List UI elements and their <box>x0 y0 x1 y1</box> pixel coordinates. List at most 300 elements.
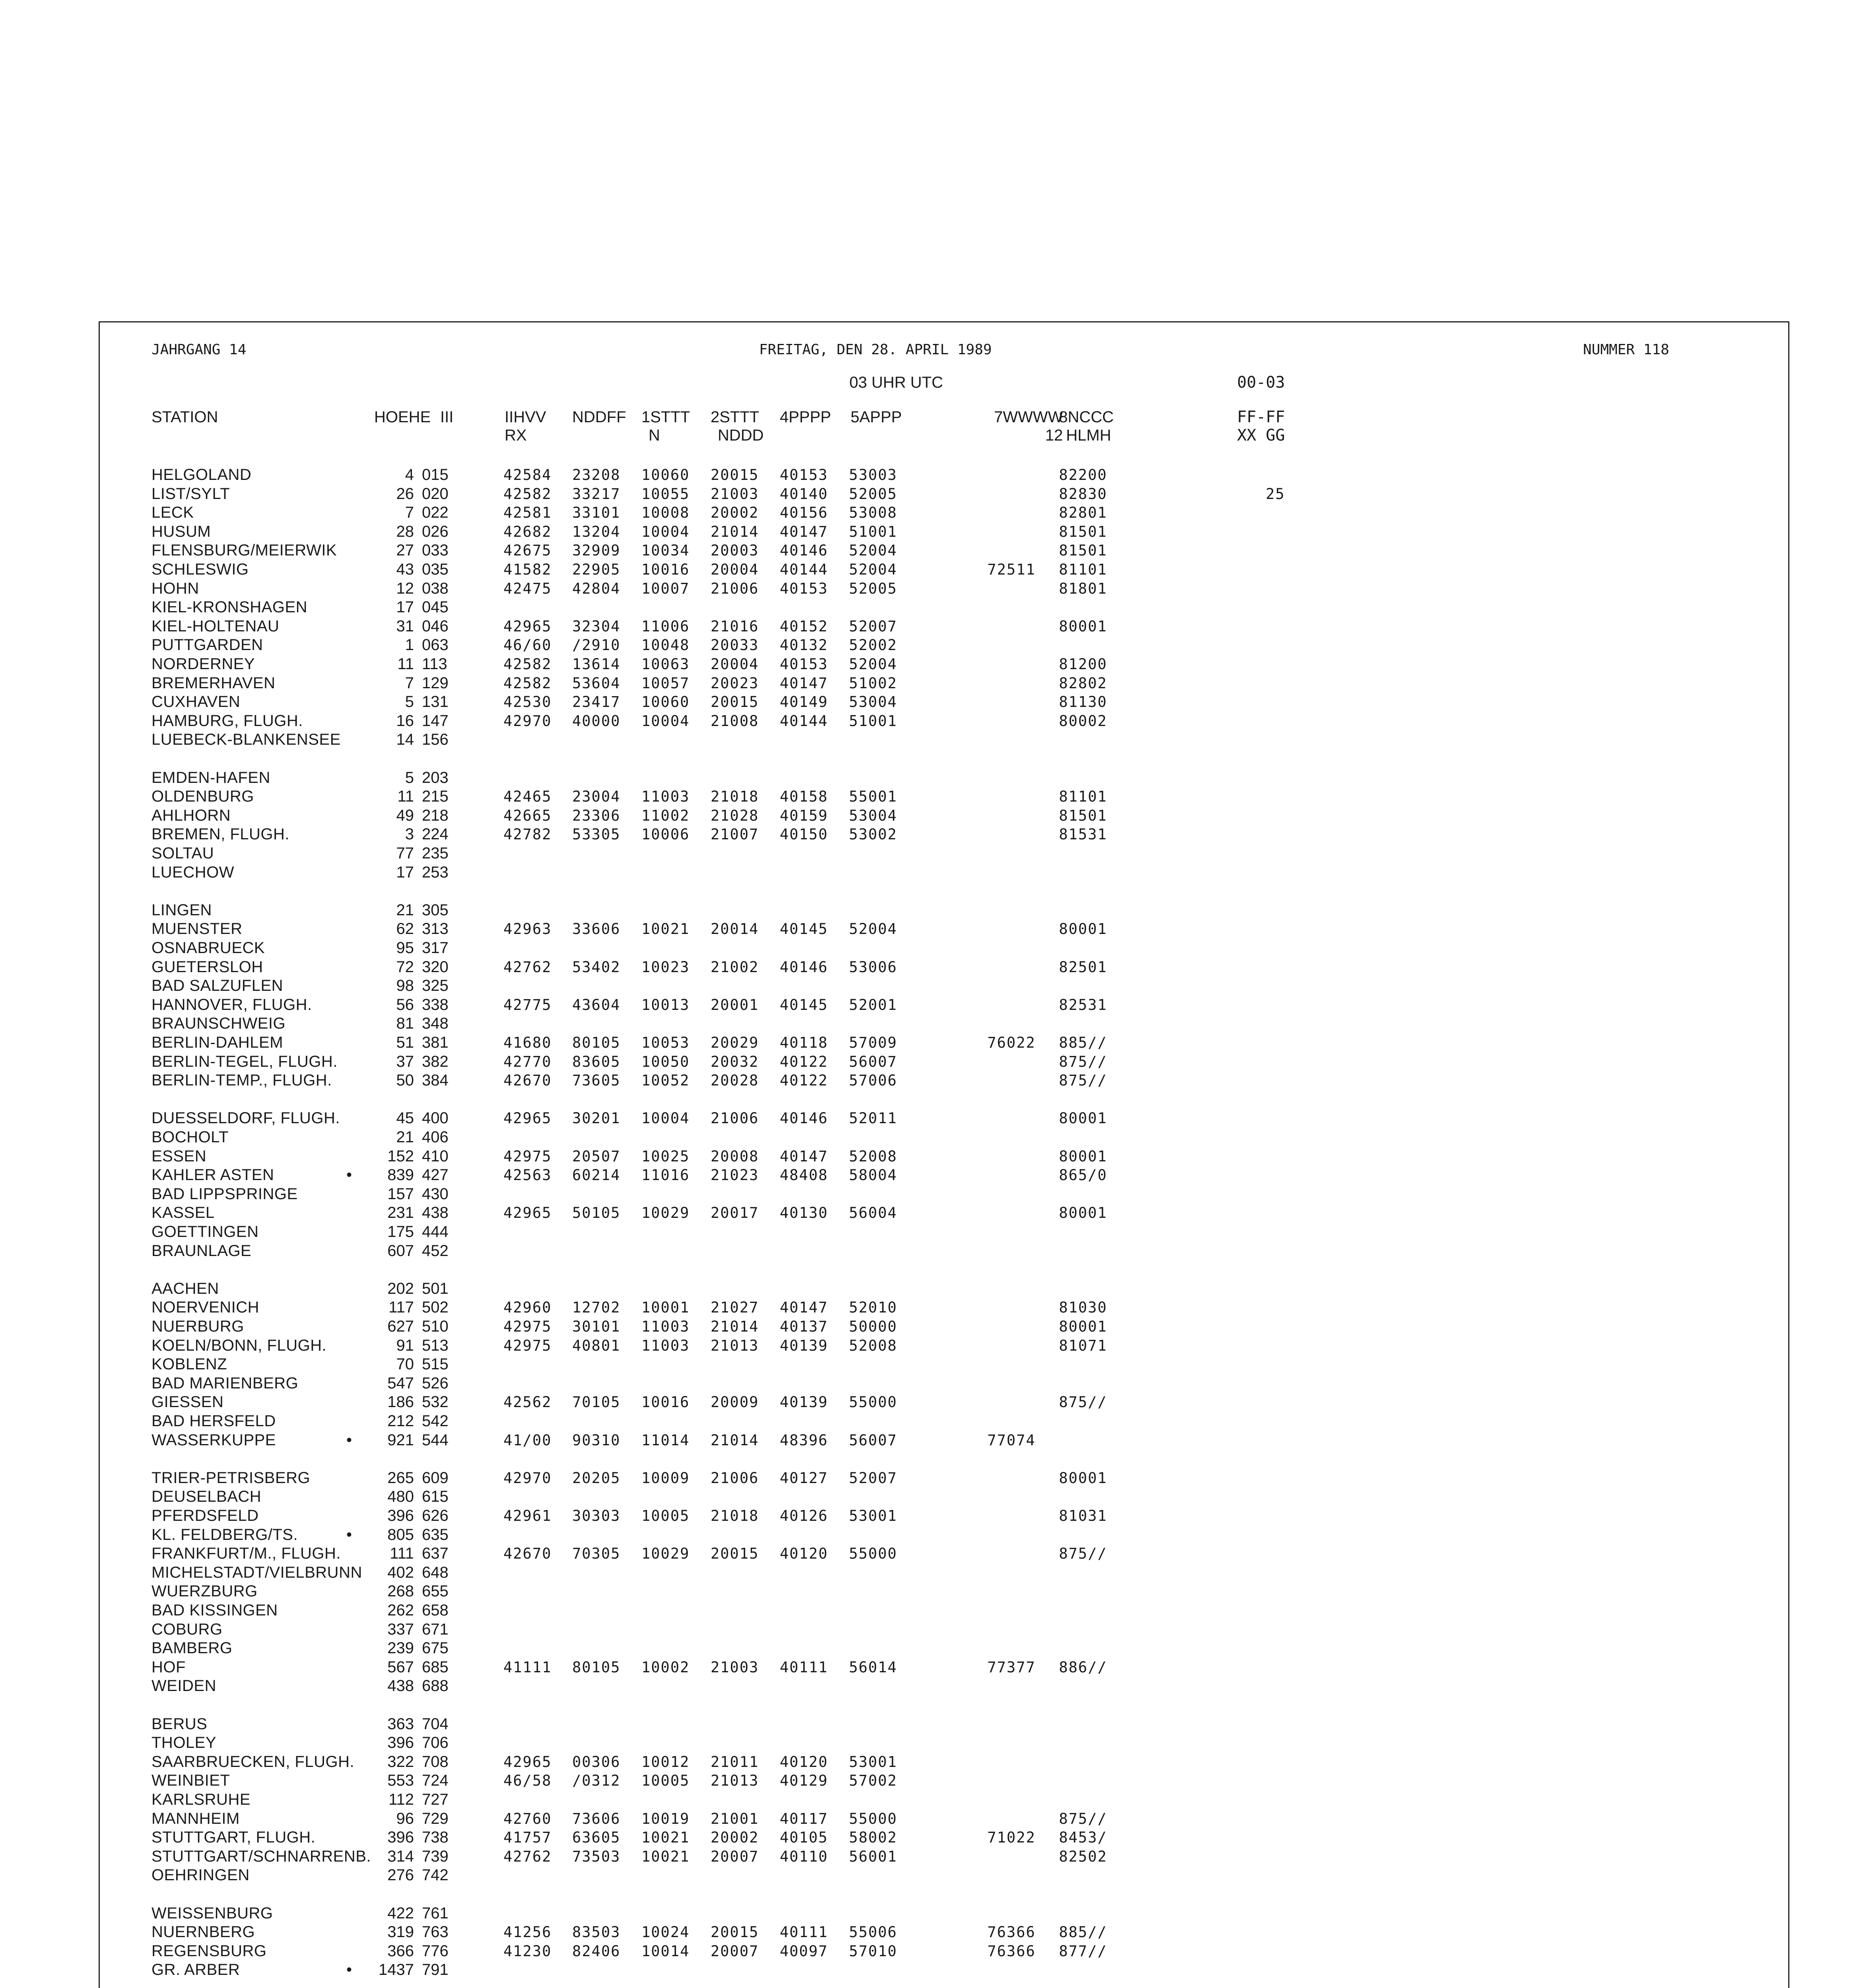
station-height: 268 <box>387 1582 414 1600</box>
value-nddff: 23306 <box>572 807 621 824</box>
value-4pppp: 40120 <box>780 1753 828 1771</box>
value-5appp: 52001 <box>849 996 897 1013</box>
station-height: 422 <box>387 1904 414 1922</box>
value-1sttt: 10060 <box>641 466 690 483</box>
value-iihvv: 41256 <box>503 1924 552 1941</box>
value-1sttt: 11003 <box>641 788 690 806</box>
table-row <box>100 1734 1788 1753</box>
station-name: WUERZBURG <box>152 1582 258 1600</box>
station-name: LIST/SYLT <box>152 485 230 503</box>
value-2sttt: 20015 <box>711 693 759 711</box>
station-name: SAARBRUECKEN, FLUGH. <box>152 1753 355 1771</box>
station-name: BAD KISSINGEN <box>152 1602 278 1619</box>
station-name: OLDENBURG <box>152 788 254 806</box>
value-iihvv: 42584 <box>503 466 552 483</box>
station-index: 156 <box>422 731 449 749</box>
table-row <box>100 1790 1788 1809</box>
value-4pppp: 40144 <box>780 561 828 578</box>
station-index: 384 <box>422 1072 449 1089</box>
station-name: BREMERHAVEN <box>152 674 276 692</box>
station-height: 567 <box>387 1658 414 1676</box>
station-index: 253 <box>422 863 449 881</box>
value-8nccc: 80001 <box>1059 617 1107 635</box>
value-1sttt: 10050 <box>641 1053 690 1070</box>
station-height: 14 <box>396 731 414 749</box>
value-5appp: 51001 <box>849 712 897 730</box>
station-height: 152 <box>387 1147 414 1165</box>
value-nddff: 82406 <box>572 1942 621 1960</box>
table-row <box>100 920 1788 939</box>
mountain-station-marker: • <box>346 1961 352 1979</box>
station-height: 26 <box>396 485 414 503</box>
table-row <box>100 1109 1788 1128</box>
value-1sttt: 10012 <box>641 1753 690 1771</box>
value-4pppp: 40122 <box>780 1053 828 1070</box>
value-8nccc: 80001 <box>1059 1318 1107 1335</box>
station-name: KIEL-KRONSHAGEN <box>152 598 308 616</box>
value-iihvv: 46/58 <box>503 1772 552 1790</box>
value-8nccc: 865/0 <box>1059 1167 1107 1184</box>
value-4pppp: 40147 <box>780 523 828 540</box>
station-height: 12 <box>396 579 414 597</box>
station-index: 430 <box>422 1185 449 1203</box>
station-index: 526 <box>422 1374 449 1392</box>
value-1sttt: 10016 <box>641 561 690 578</box>
station-height: 175 <box>387 1223 414 1241</box>
station-name: OSNABRUECK <box>152 939 265 957</box>
value-4pppp: 40111 <box>780 1658 828 1676</box>
value-iihvv: 42963 <box>503 920 552 938</box>
table-row <box>100 1961 1788 1980</box>
table-row <box>100 1298 1788 1317</box>
station-height: 31 <box>396 617 414 635</box>
value-5appp: 52007 <box>849 617 897 635</box>
station-height: 21 <box>396 901 414 919</box>
value-1sttt: 10021 <box>641 920 690 938</box>
value-iihvv: 42475 <box>503 580 552 597</box>
value-5appp: 55001 <box>849 788 897 806</box>
station-name: KOELN/BONN, FLUGH. <box>152 1336 327 1354</box>
value-2sttt: 21001 <box>711 1810 759 1827</box>
value-8nccc: 886// <box>1059 1658 1107 1676</box>
time-range: 00-03 <box>1237 373 1285 392</box>
station-name: BAD HERSFELD <box>152 1412 276 1430</box>
value-nddff: 73606 <box>572 1810 621 1827</box>
value-4pppp: 48408 <box>780 1167 828 1184</box>
value-nddff: 00306 <box>572 1753 621 1771</box>
station-index: 113 <box>422 655 447 673</box>
station-index: 739 <box>422 1847 449 1865</box>
value-2sttt: 21013 <box>711 1772 759 1790</box>
value-4pppp: 40147 <box>780 1299 828 1316</box>
value-8nccc: 80001 <box>1059 920 1107 938</box>
table-row <box>100 617 1788 636</box>
station-index: 761 <box>422 1904 449 1922</box>
value-nddff: 32304 <box>572 617 621 635</box>
value-5appp: 52010 <box>849 1299 897 1316</box>
value-2sttt: 20028 <box>711 1072 759 1089</box>
value-1sttt: 10057 <box>641 674 690 692</box>
station-index: 510 <box>422 1318 449 1335</box>
station-height: 70 <box>396 1355 414 1373</box>
station-name: BRAUNLAGE <box>152 1242 252 1260</box>
table-row <box>100 1487 1788 1507</box>
table-row <box>100 825 1788 844</box>
table-row <box>100 1128 1788 1147</box>
value-4pppp: 40149 <box>780 693 828 711</box>
station-index: 515 <box>422 1355 449 1373</box>
station-index: 648 <box>422 1563 449 1581</box>
station-name: KOBLENZ <box>152 1355 227 1373</box>
station-height: 49 <box>396 806 414 824</box>
value-1sttt: 10008 <box>641 504 690 522</box>
station-height: 77 <box>396 845 414 862</box>
value-nddff: 53305 <box>572 826 621 843</box>
value-1sttt: 10048 <box>641 637 690 654</box>
value-nddff: 30201 <box>572 1110 621 1127</box>
value-2sttt: 20002 <box>711 504 759 522</box>
value-iihvv: 42770 <box>503 1053 552 1070</box>
table-row <box>100 901 1788 920</box>
value-8nccc: 81501 <box>1059 542 1107 559</box>
station-index: 224 <box>422 825 449 843</box>
value-8nccc: 81200 <box>1059 656 1107 673</box>
station-name: NUERBURG <box>152 1318 244 1335</box>
value-8nccc: 80001 <box>1059 1204 1107 1222</box>
mountain-station-marker: • <box>346 1431 352 1449</box>
station-height: 319 <box>387 1923 414 1941</box>
column-1sttt-sub: N <box>649 427 660 444</box>
value-1sttt: 10001 <box>641 1299 690 1316</box>
station-name: STUTTGART/SCHNARRENB. <box>152 1847 371 1865</box>
station-name: WEISSENBURG <box>152 1904 273 1922</box>
value-8nccc: 875// <box>1059 1053 1107 1070</box>
table-row <box>100 1639 1788 1658</box>
station-height: 402 <box>387 1563 414 1581</box>
station-name: ESSEN <box>152 1147 207 1165</box>
station-height: 480 <box>387 1488 414 1506</box>
value-5appp: 52004 <box>849 561 897 578</box>
station-name: HELGOLAND <box>152 466 252 483</box>
value-iihvv: 42682 <box>503 523 552 540</box>
station-index: 063 <box>422 636 449 654</box>
station-name: GUETERSLOH <box>152 958 263 976</box>
station-index: 675 <box>422 1639 449 1657</box>
table-row <box>100 1866 1788 1885</box>
value-iihvv: 42782 <box>503 826 552 843</box>
value-nddff: 13614 <box>572 656 621 673</box>
station-height: 322 <box>387 1753 414 1771</box>
station-index: 706 <box>422 1734 449 1752</box>
station-height: 21 <box>396 1128 414 1146</box>
value-nddff: 33217 <box>572 485 621 503</box>
station-index: 320 <box>422 958 449 976</box>
value-iihvv: 42975 <box>503 1147 552 1165</box>
observation-time: 03 UHR UTC <box>849 374 943 391</box>
value-iihvv: 42965 <box>503 617 552 635</box>
value-2sttt: 21003 <box>711 1658 759 1676</box>
station-index: 729 <box>422 1809 449 1827</box>
column-7wwww-sub: 12 <box>1045 427 1063 444</box>
table-row <box>100 693 1788 712</box>
station-height: 5 <box>405 693 414 711</box>
value-nddff: 40000 <box>572 712 621 730</box>
station-height: 186 <box>387 1393 414 1411</box>
station-height: 607 <box>387 1242 414 1260</box>
station-index: 235 <box>422 845 449 862</box>
station-height: 11 <box>397 655 414 673</box>
value-1sttt: 10025 <box>641 1147 690 1165</box>
table-row <box>100 1563 1788 1582</box>
value-5appp: 52011 <box>849 1110 897 1127</box>
value-nddff: 73605 <box>572 1072 621 1089</box>
station-name: BERLIN-TEMP., FLUGH. <box>152 1072 332 1089</box>
page-frame <box>99 321 1789 1988</box>
station-name: CUXHAVEN <box>152 693 241 711</box>
station-index: 046 <box>422 617 449 635</box>
station-height: 239 <box>387 1639 414 1657</box>
station-index: 502 <box>422 1299 449 1316</box>
station-index: 685 <box>422 1658 449 1676</box>
station-height: 265 <box>387 1469 414 1487</box>
column-nddff: NDDFF <box>572 408 626 426</box>
value-4pppp: 40147 <box>780 674 828 692</box>
value-5appp: 55000 <box>849 1394 897 1411</box>
value-5appp: 53002 <box>849 826 897 843</box>
value-4pppp: 40153 <box>780 580 828 597</box>
value-8nccc: 81030 <box>1059 1299 1107 1316</box>
station-index: 131 <box>422 693 449 711</box>
value-2sttt: 20017 <box>711 1204 759 1222</box>
value-2sttt: 21008 <box>711 712 759 730</box>
station-index: 655 <box>422 1582 449 1600</box>
value-7wwww: 76366 <box>987 1924 1036 1941</box>
value-nddff: 73503 <box>572 1848 621 1865</box>
station-name: MICHELSTADT/VIELBRUNN <box>152 1563 362 1581</box>
station-index: 147 <box>422 712 449 730</box>
station-height: 627 <box>387 1318 414 1335</box>
station-height: 1 <box>405 636 414 654</box>
station-name: TRIER-PETRISBERG <box>152 1469 311 1487</box>
station-index: 671 <box>422 1620 449 1638</box>
value-5appp: 55006 <box>849 1924 897 1941</box>
value-5appp: 57009 <box>849 1034 897 1051</box>
value-nddff: 53604 <box>572 674 621 692</box>
station-index: 704 <box>422 1715 449 1733</box>
value-1sttt: 11016 <box>641 1167 690 1184</box>
table-row <box>100 1014 1788 1033</box>
station-name: KARLSRUHE <box>152 1791 251 1808</box>
value-5appp: 52004 <box>849 542 897 559</box>
value-8nccc: 81130 <box>1059 693 1107 711</box>
station-height: 43 <box>396 561 414 578</box>
value-5appp: 52008 <box>849 1337 897 1354</box>
value-iihvv: 41680 <box>503 1034 552 1051</box>
station-name: KASSEL <box>152 1204 215 1222</box>
value-1sttt: 10004 <box>641 1110 690 1127</box>
value-5appp: 53004 <box>849 807 897 824</box>
station-name: BERLIN-DAHLEM <box>152 1034 284 1051</box>
station-height: 51 <box>396 1034 414 1051</box>
value-iihvv: 42670 <box>503 1072 552 1089</box>
value-5appp: 51001 <box>849 523 897 540</box>
station-name: KAHLER ASTEN <box>152 1166 274 1184</box>
value-nddff: 33101 <box>572 504 621 522</box>
value-5appp: 52005 <box>849 580 897 597</box>
value-iihvv: 42582 <box>503 485 552 503</box>
table-row <box>100 1847 1788 1866</box>
table-row <box>100 541 1788 560</box>
station-height: 5 <box>405 769 414 786</box>
value-nddff: 13204 <box>572 523 621 540</box>
value-nddff: /2910 <box>572 637 621 654</box>
value-4pppp: 40097 <box>780 1942 828 1960</box>
value-nddff: 90310 <box>572 1431 621 1449</box>
value-iihvv: 42582 <box>503 674 552 692</box>
value-5appp: 56004 <box>849 1204 897 1222</box>
value-8nccc: 82801 <box>1059 504 1107 522</box>
value-4pppp: 40146 <box>780 542 828 559</box>
table-row <box>100 1052 1788 1072</box>
value-5appp: 53003 <box>849 466 897 483</box>
table-row <box>100 1469 1788 1488</box>
value-4pppp: 40159 <box>780 807 828 824</box>
station-height: 112 <box>388 1791 414 1808</box>
station-index: 708 <box>422 1753 449 1771</box>
table-row <box>100 1942 1788 1961</box>
column-hoehe: HOEHE <box>374 408 431 426</box>
value-4pppp: 40139 <box>780 1337 828 1354</box>
column-8nccc-label: 8NCCC <box>1059 408 1114 426</box>
table-row <box>100 1355 1788 1374</box>
value-2sttt: 20015 <box>711 466 759 483</box>
station-name: STUTTGART, FLUGH. <box>152 1829 316 1846</box>
station-name: FLENSBURG/MEIERWIK <box>152 542 337 559</box>
value-iihvv: 42530 <box>503 693 552 711</box>
value-iihvv: 41582 <box>503 561 552 578</box>
value-nddff: 33606 <box>572 920 621 938</box>
column-2sttt-sub: NDDD <box>718 427 764 444</box>
value-5appp: 51002 <box>849 674 897 692</box>
value-iihvv: 42965 <box>503 1204 552 1222</box>
station-height: 1437 <box>379 1961 414 1979</box>
value-1sttt: 11003 <box>641 1318 690 1335</box>
value-1sttt: 10002 <box>641 1658 690 1676</box>
value-iihvv: 42675 <box>503 542 552 559</box>
station-name: KL. FELDBERG/TS. <box>152 1526 298 1543</box>
value-2sttt: 21023 <box>711 1167 759 1184</box>
station-index: 742 <box>422 1866 449 1884</box>
value-8nccc: 80001 <box>1059 1147 1107 1165</box>
value-2sttt: 21003 <box>711 485 759 503</box>
station-name: HOF <box>152 1658 186 1676</box>
station-index: 544 <box>422 1431 449 1449</box>
station-index: 532 <box>422 1393 449 1411</box>
station-index: 542 <box>422 1412 449 1430</box>
value-2sttt: 20009 <box>711 1394 759 1411</box>
station-height: 16 <box>396 712 414 730</box>
value-1sttt: 10053 <box>641 1034 690 1051</box>
value-8nccc: 81071 <box>1059 1337 1107 1354</box>
station-index: 305 <box>422 901 449 919</box>
value-4pppp: 40144 <box>780 712 828 730</box>
station-height: 37 <box>396 1052 414 1070</box>
station-name: WEIDEN <box>152 1677 216 1695</box>
value-1sttt: 10004 <box>641 712 690 730</box>
value-1sttt: 10013 <box>641 996 690 1013</box>
value-5appp: 57002 <box>849 1772 897 1790</box>
value-5appp: 52008 <box>849 1147 897 1165</box>
value-nddff: 60214 <box>572 1167 621 1184</box>
value-2sttt: 21028 <box>711 807 759 824</box>
station-height: 81 <box>396 1015 414 1033</box>
value-1sttt: 10019 <box>641 1810 690 1827</box>
table-row <box>100 1753 1788 1772</box>
value-1sttt: 10063 <box>641 656 690 673</box>
station-index: 410 <box>422 1147 449 1165</box>
station-name: BAD LIPPSPRINGE <box>152 1185 298 1203</box>
table-row <box>100 1771 1788 1790</box>
station-height: 17 <box>396 598 414 616</box>
station-height: 157 <box>387 1185 414 1203</box>
value-8nccc: 82502 <box>1059 1848 1107 1865</box>
station-index: 035 <box>422 561 449 578</box>
station-name: BAD MARIENBERG <box>152 1374 299 1392</box>
table-row <box>100 1317 1788 1336</box>
value-2sttt: 20001 <box>711 996 759 1013</box>
value-iihvv: 42961 <box>503 1507 552 1524</box>
station-name: MUENSTER <box>152 920 243 938</box>
table-row <box>100 485 1788 504</box>
value-nddff: 20205 <box>572 1469 621 1487</box>
station-name: AHLHORN <box>152 806 231 824</box>
table-row <box>100 1336 1788 1355</box>
issue-number: NUMMER 118 <box>1583 342 1669 358</box>
station-height: 3 <box>405 825 414 843</box>
value-nddff: 63605 <box>572 1829 621 1846</box>
station-height: 276 <box>387 1866 414 1884</box>
value-5appp: 53008 <box>849 504 897 522</box>
value-2sttt: 21018 <box>711 788 759 806</box>
column-station: STATION <box>152 408 218 426</box>
value-1sttt: 10004 <box>641 523 690 540</box>
column-ffff-sub: XX GG <box>1237 426 1285 445</box>
column-iii: III <box>440 408 454 426</box>
value-8nccc: 82501 <box>1059 958 1107 976</box>
station-height: 547 <box>387 1374 414 1392</box>
value-nddff: 43604 <box>572 996 621 1013</box>
table-row <box>100 1393 1788 1412</box>
station-index: 501 <box>422 1279 449 1297</box>
value-4pppp: 40111 <box>780 1924 828 1941</box>
value-4pppp: 40146 <box>780 958 828 976</box>
value-7wwww: 76022 <box>987 1034 1036 1051</box>
value-iihvv: 42582 <box>503 656 552 673</box>
station-name: THOLEY <box>152 1734 217 1752</box>
value-7wwww: 71022 <box>987 1829 1036 1846</box>
table-row <box>100 1923 1788 1942</box>
value-1sttt: 10021 <box>641 1829 690 1846</box>
value-8nccc: 80002 <box>1059 712 1107 730</box>
value-iihvv: 42465 <box>503 788 552 806</box>
table-row <box>100 466 1788 485</box>
value-nddff: 80105 <box>572 1034 621 1051</box>
value-iihvv: 42562 <box>503 1394 552 1411</box>
value-1sttt: 10034 <box>641 542 690 559</box>
station-name: HAMBURG, FLUGH. <box>152 712 303 730</box>
value-nddff: 23208 <box>572 466 621 483</box>
station-index: 635 <box>422 1526 449 1543</box>
